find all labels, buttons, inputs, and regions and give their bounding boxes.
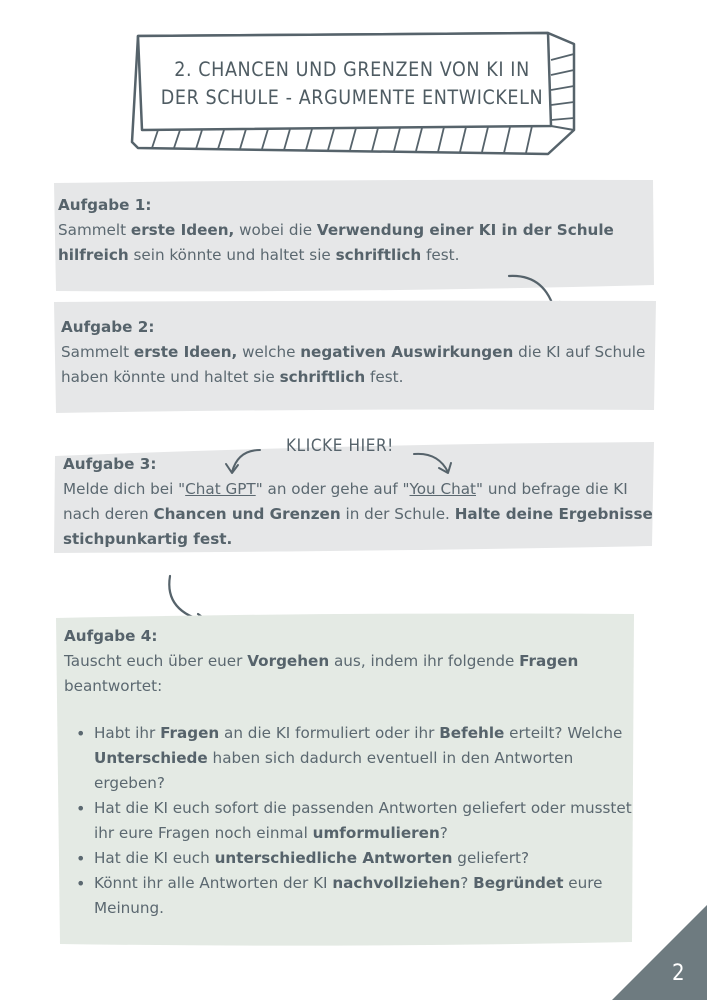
text: wobei die (234, 221, 317, 239)
task-1-title: Aufgabe 1: (58, 196, 152, 214)
emphasis: Unterschiede (94, 749, 208, 767)
emphasis: Halte deine Ergebnisse stichpunkartig fest. (63, 505, 653, 548)
arrow-right-icon (410, 450, 456, 478)
emphasis: negativen Auswirkungen (300, 343, 514, 361)
text: in der Schule. (340, 505, 455, 523)
question-list (64, 721, 649, 921)
emphasis: schriftlich (279, 368, 366, 386)
text: Hat die KI euch (94, 849, 215, 867)
emphasis: Vorgehen (247, 652, 330, 670)
text: Sammelt (58, 221, 131, 239)
emphasis: erste Ideen, (133, 343, 238, 361)
text: Könnt ihr alle Antworten der KI (94, 874, 333, 892)
task-1-content (58, 193, 648, 268)
list-item (84, 796, 649, 846)
text: erteilt? Welche (504, 724, 623, 742)
title-banner (128, 30, 578, 162)
emphasis: Chancen und Grenzen (153, 505, 341, 523)
emphasis: Fragen (160, 724, 220, 742)
task-2-title: Aufgabe 2: (61, 318, 155, 336)
text: eure Meinung. (94, 874, 603, 917)
text: Hat die KI euch sofort die passenden Antworten geliefert oder musstet ihr eure Fragen noch einmal (94, 799, 632, 842)
emphasis: Fragen (519, 652, 579, 670)
emphasis: Befehle (439, 724, 505, 742)
text: Tauscht euch über euer (64, 652, 248, 670)
list-item (84, 846, 649, 871)
emphasis: umformulieren (312, 824, 440, 842)
text: an die KI formuliert oder ihr (219, 724, 440, 742)
text: haben sich dadurch eventuell in den Antworten ergeben? (94, 749, 574, 792)
task-4-content (64, 624, 649, 921)
text: " an oder gehe auf " (255, 480, 410, 498)
emphasis: Verwendung einer KI in der Schule hilfreich (58, 221, 614, 264)
you-chat-link[interactable]: You Chat (409, 480, 476, 498)
emphasis: schriftlich (335, 246, 422, 264)
arrow-left-icon (222, 446, 266, 478)
text: sein könnte und haltet sie (128, 246, 336, 264)
page-corner (612, 905, 707, 1000)
emphasis: unterschiedliche Antworten (214, 849, 453, 867)
task-2-content (61, 315, 651, 390)
text: fest. (421, 246, 460, 264)
text: Melde dich bei " (63, 480, 186, 498)
page-title: 2. CHANCEN UND GRENZEN VON KI IN DER SCHULE - ARGUMENTE ENTWICKELN (160, 58, 544, 109)
task-4 (54, 610, 638, 948)
text: Sammelt (61, 343, 134, 361)
text: Habt ihr (94, 724, 161, 742)
text: ? (439, 824, 448, 842)
list-item (84, 721, 649, 796)
chat-gpt-link[interactable]: Chat GPT (185, 480, 256, 498)
text: ? (460, 874, 474, 892)
task-1 (50, 177, 656, 295)
page-number: 2 (672, 961, 685, 986)
task-4-title: Aufgabe 4: (64, 627, 158, 645)
emphasis: Begründet (473, 874, 564, 892)
text: welche (237, 343, 301, 361)
text: beantwortet: (64, 677, 163, 695)
text: fest. (365, 368, 404, 386)
text: die KI auf Schule haben könnte und haltet sie (61, 343, 646, 386)
click-here-label: KLICKE HIER! (286, 436, 394, 456)
task-3-content (63, 452, 653, 552)
task-3-title: Aufgabe 3: (63, 455, 157, 473)
text: aus, indem ihr folgende (329, 652, 520, 670)
list-item (84, 871, 649, 921)
text: " und befrage die KI nach deren (63, 480, 628, 523)
task-2 (52, 298, 658, 415)
task-3 (52, 440, 656, 555)
emphasis: nachvollziehen (332, 874, 461, 892)
emphasis: erste Ideen, (130, 221, 235, 239)
text: geliefert? (452, 849, 530, 867)
